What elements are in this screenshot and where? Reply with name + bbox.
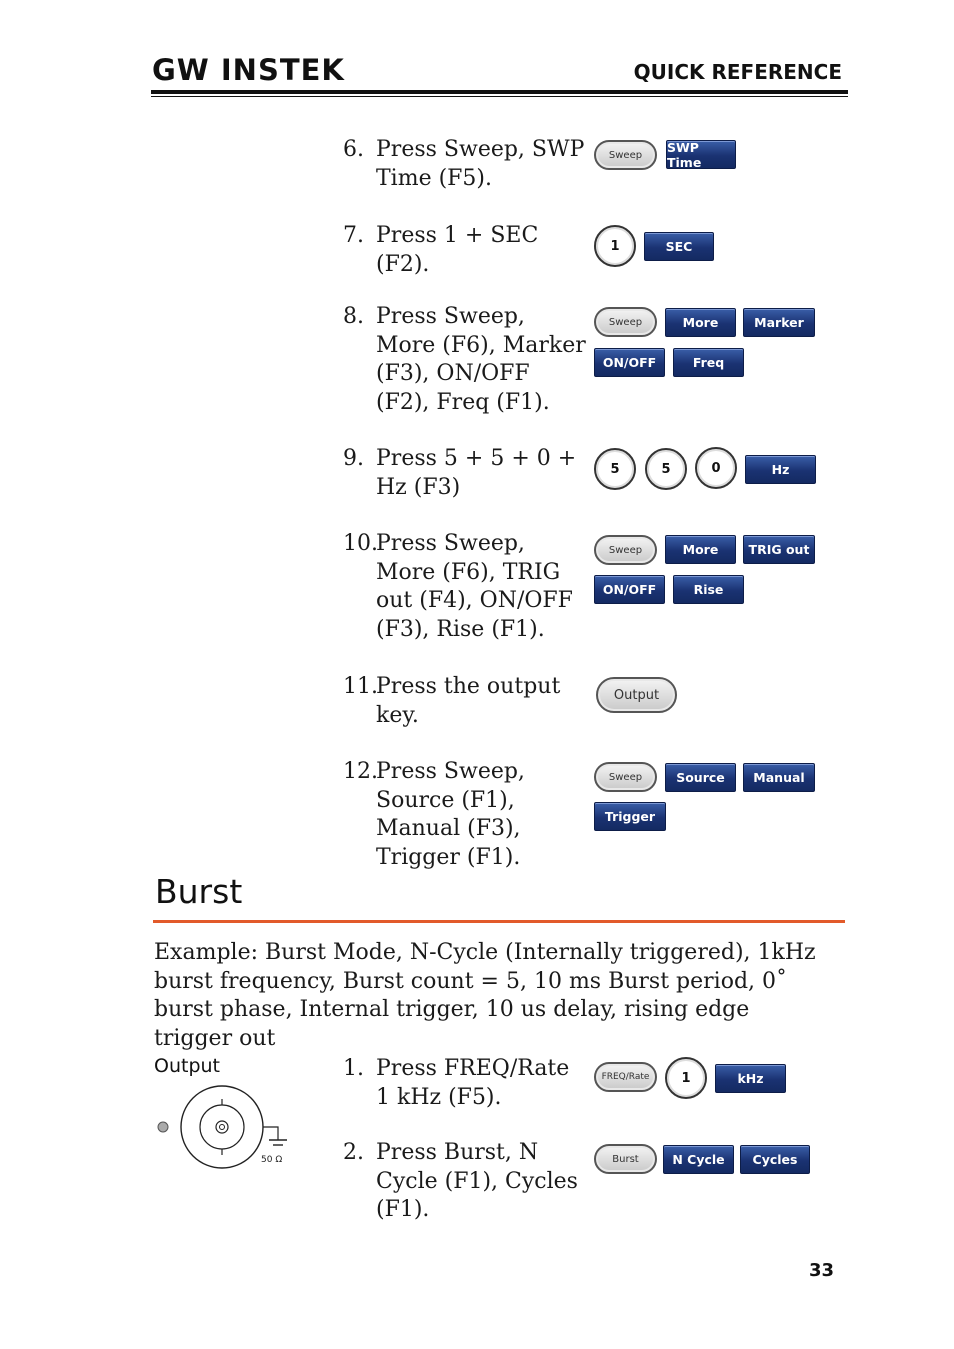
freq-rate-key[interactable]: FREQ/Rate	[594, 1062, 657, 1092]
burst-step-2	[343, 1139, 588, 1225]
sweep-key[interactable]: Sweep	[594, 762, 657, 792]
trig-out-softkey[interactable]: TRIG out	[743, 535, 815, 564]
on-off-softkey[interactable]: ON/OFF	[594, 348, 665, 377]
sweep-key[interactable]: Sweep	[594, 307, 657, 337]
more-softkey[interactable]: More	[665, 535, 736, 564]
step-number: 6.	[343, 137, 364, 162]
on-off-softkey[interactable]: ON/OFF	[594, 575, 665, 604]
step-text: Press FREQ/Rate 1 kHz (F5).	[376, 1056, 570, 1110]
step-11	[343, 673, 588, 730]
digit-5-key-second[interactable]: 5	[645, 448, 687, 490]
burst-key[interactable]: Burst	[594, 1144, 657, 1174]
step-text: Press 5 + 5 + 0 + Hz (F3)	[376, 446, 577, 500]
step-7	[343, 222, 588, 279]
freq-softkey[interactable]: Freq	[673, 348, 744, 377]
output-label: Output	[154, 1055, 220, 1077]
step-6	[343, 136, 588, 193]
step-text: Press Sweep, More (F6), TRIG out (F4), ON/OFF (F3), Rise (F1).	[376, 531, 573, 642]
output-key[interactable]: Output	[596, 677, 677, 713]
step-8	[343, 303, 588, 417]
section-title-burst: Burst	[155, 872, 243, 911]
brand-logo: GW INSTEK	[152, 53, 345, 87]
step-text: Press 1 + SEC (F2).	[376, 223, 539, 277]
sec-softkey[interactable]: SEC	[644, 232, 714, 261]
step-number: 1.	[343, 1056, 364, 1081]
rise-softkey[interactable]: Rise	[673, 575, 744, 604]
sweep-key[interactable]: Sweep	[594, 140, 657, 170]
step-number: 2.	[343, 1140, 364, 1165]
sweep-key[interactable]: Sweep	[594, 535, 657, 565]
step-text: Press the output key.	[376, 674, 561, 728]
section-rule	[153, 920, 845, 923]
n-cycle-softkey[interactable]: N Cycle	[663, 1145, 734, 1174]
manual-softkey[interactable]: Manual	[743, 763, 815, 792]
page-number: 33	[808, 1260, 834, 1281]
burst-example-text: Example: Burst Mode, N-Cycle (Internally triggered), 1kHz burst frequency, Burst count = 5, 10 ms Burst period, 0˚ burst phase, Internal trigger, 10 us delay, rising edge trigger out	[154, 940, 816, 1051]
trigger-softkey[interactable]: Trigger	[594, 802, 666, 831]
step-number: 8.	[343, 304, 364, 329]
digit-1-key[interactable]: 1	[665, 1057, 707, 1099]
digit-5-key[interactable]: 5	[594, 448, 636, 490]
step-number: 11.	[343, 674, 378, 699]
step-text: Press Sweep, SWP Time (F5).	[376, 137, 585, 191]
header-rule-thin	[151, 96, 848, 97]
step-number: 12.	[343, 759, 378, 784]
step-text: Press Sweep, More (F6), Marker (F3), ON/OFF (F2), Freq (F1).	[376, 304, 586, 415]
step-12	[343, 758, 588, 872]
more-softkey[interactable]: More	[665, 308, 736, 337]
khz-softkey[interactable]: kHz	[715, 1064, 786, 1093]
hz-softkey[interactable]: Hz	[745, 455, 816, 484]
header-rule	[151, 90, 848, 94]
impedance-label: 50 Ω	[261, 1155, 283, 1165]
step-10	[343, 530, 588, 644]
source-softkey[interactable]: Source	[665, 763, 736, 792]
step-text: Press Sweep, Source (F1), Manual (F3), Trigger (F1).	[376, 759, 525, 870]
step-number: 9.	[343, 446, 364, 471]
step-text: Press Burst, N Cycle (F1), Cycles (F1).	[376, 1140, 578, 1222]
step-9	[343, 445, 588, 502]
step-number: 7.	[343, 223, 364, 248]
marker-softkey[interactable]: Marker	[743, 308, 815, 337]
step-number: 10.	[343, 531, 378, 556]
digit-1-key[interactable]: 1	[594, 225, 636, 267]
cycles-softkey[interactable]: Cycles	[740, 1145, 810, 1174]
swp-time-softkey[interactable]: SWP Time	[666, 140, 736, 169]
digit-0-key[interactable]: 0	[695, 447, 737, 489]
burst-step-1	[343, 1055, 588, 1112]
header-title: QUICK REFERENCE	[633, 60, 842, 84]
output-connector-diagram	[150, 1080, 300, 1179]
